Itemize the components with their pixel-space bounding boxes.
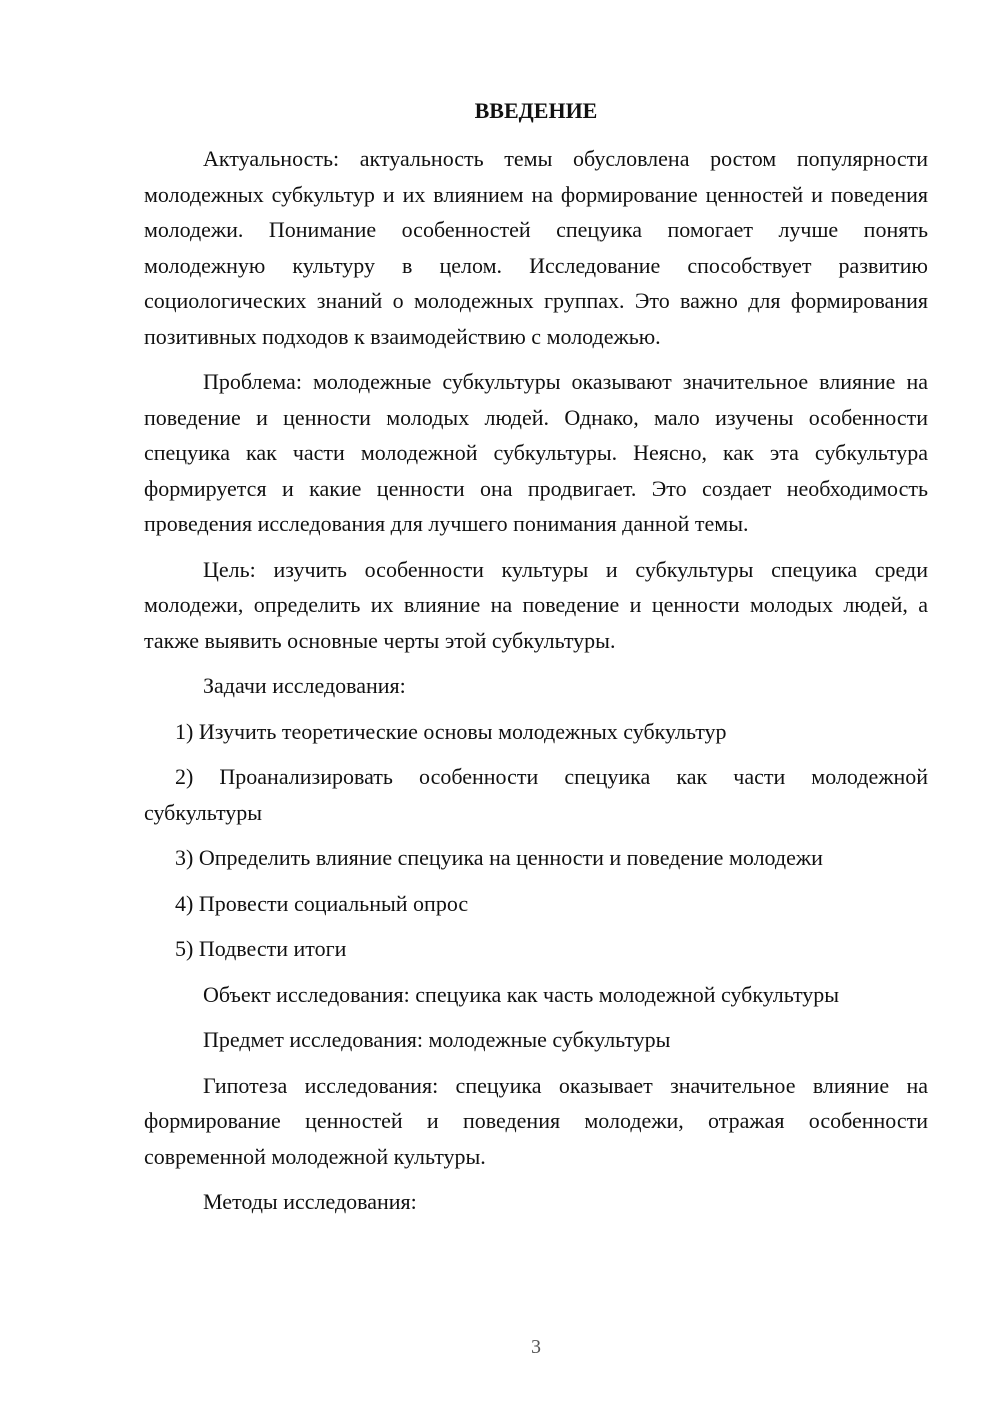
paragraph-relevance: Актуальность: актуальность темы обусловлена ростом популярности молодежных субкультур и их влиянием на формирование ценностей и поведения молодежи. Понимание особенностей спецуика помогает лучше понять молодежную культуру в целом. Исследование способствует развитию социологических знаний о молодежных группах. Это важно для формирования позитивных подходов к взаимодействию с молодежью. <box>144 146 928 349</box>
page-number: 3 <box>531 1336 541 1358</box>
task-item-3: 3) Определить влияние спецуика на ценности и поведение молодежи <box>175 845 823 870</box>
document-body <box>144 141 928 1230</box>
task-item-2: 2) Проанализировать особенности спецуика как части молодежной субкультуры <box>144 764 928 825</box>
page-title: ВВЕДЕНИЕ <box>474 98 598 123</box>
paragraph-hypothesis: Гипотеза исследования: спецуика оказывает значительное влияние на формирование ценностей и поведения молодежи, отражая особенности современной молодежной культуры. <box>144 1072 928 1169</box>
task-item-1: 1) Изучить теоретические основы молодежных субкультур <box>175 718 727 744</box>
document-page <box>144 0 928 1414</box>
paragraph-methods: Методы исследования: <box>203 1189 417 1214</box>
paragraph-subject: Предмет исследования: молодежные субкультуры <box>203 1027 671 1052</box>
paragraph-object: Объект исследования: спецуика как часть молодежной субкультуры <box>203 981 840 1007</box>
paragraph-problem: Проблема: молодежные субкультуры оказывают значительное влияние на поведение и ценности молодых людей. Однако, мало изучены особенности спецуика как части молодежной субкультуры. Неясно, как эта субкультура формируется и какие ценности она продвигает. Это создает необходимость проведения исследования для лучшего понимания данной темы. <box>144 369 928 536</box>
task-item-5: 5) Подвести итоги <box>175 936 347 961</box>
paragraph-goal: Цель: изучить особенности культуры и субкультуры спецуика среди молодежи, определить их влияние на поведение и ценности молодых людей, а также выявить основные черты этой субкультуры. <box>144 556 928 653</box>
task-item-4: 4) Провести социальный опрос <box>175 890 469 916</box>
paragraph-tasks-heading: Задачи исследования: <box>203 673 406 698</box>
